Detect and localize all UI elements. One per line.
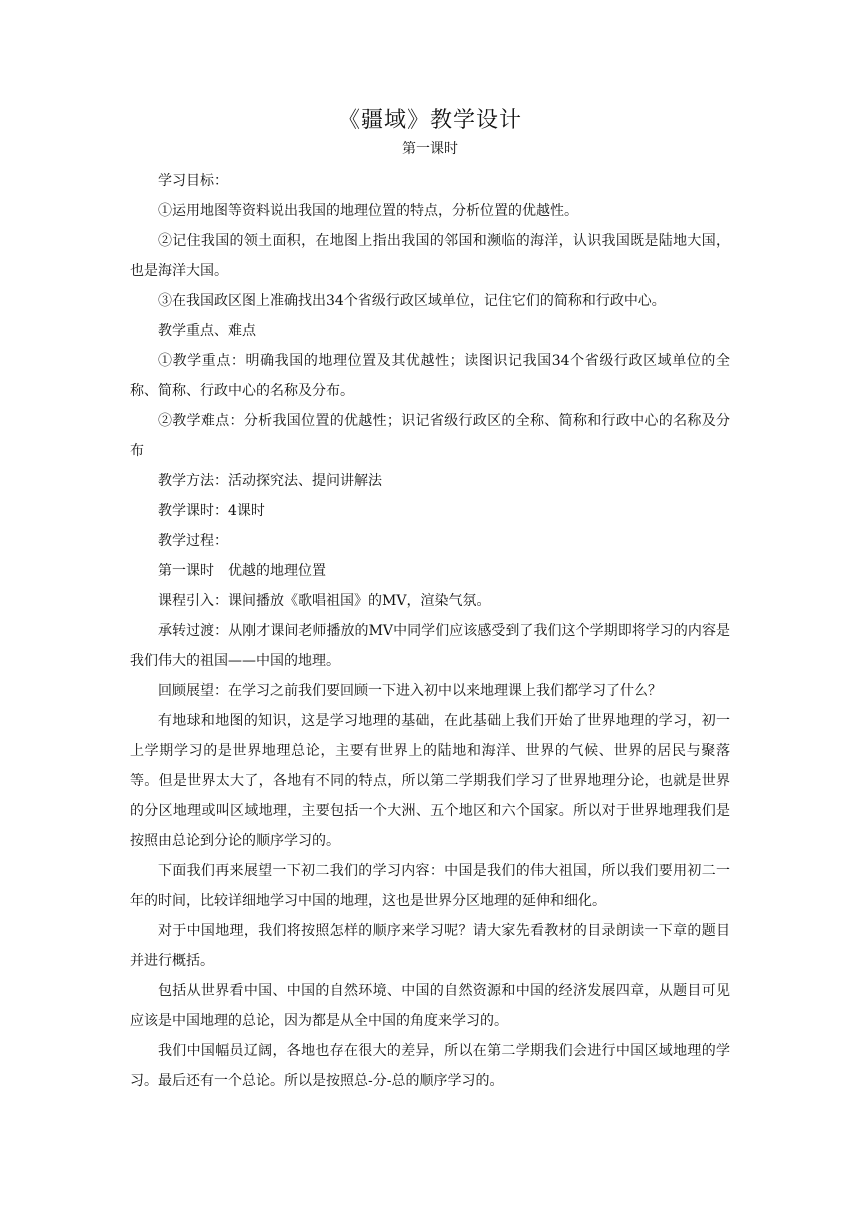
paragraph-goal-1: ①运用地图等资料说出我国的地理位置的特点，分析位置的优越性。	[158, 203, 578, 219]
paragraph-goal-2: ②记住我国的领土面积，在地图上指出我国的邻国和濒临的海洋，认识我国既是陆地大国，也是海洋大国。	[130, 233, 730, 279]
document-subtitle: 第一课时	[402, 141, 458, 157]
paragraph-difficult-point: ②教学难点：分析我国位置的优越性；识记省级行政区的全称、简称和行政中心的名称及分布	[130, 413, 730, 459]
paragraph-review: 回顾展望：在学习之前我们要回顾一下进入初中以来地理课上我们都学习了什么？	[158, 683, 662, 699]
paragraph-class-hours: 教学课时：4课时	[158, 503, 265, 519]
paragraph-teaching-method: 教学方法：活动探究法、提问讲解法	[158, 473, 382, 489]
paragraph-review-content: 有地球和地图的知识，这是学习地理的基础，在此基础上我们开始了世界地理的学习，初一上学期学习的是世界地理总论，主要有世界上的陆地和海洋、世界的气候、世界的居民与聚落等。但是世界太大了，各地有不同的特点，所以第二学期我们学习了世界地理分论，也就是世界的分区地理或叫区域地理，主要包括一个大洲、五个地区和六个国家。所以对于世界地理我们是按照由总论到分论的顺序学习的。	[130, 713, 730, 849]
paragraph-regional-study: 我们中国幅员辽阔，各地也存在很大的差异，所以在第二学期我们会进行中国区域地理的学习。最后还有一个总论。所以是按照总-分-总的顺序学习的。	[130, 1043, 730, 1089]
paragraph-chapters: 包括从世界看中国、中国的自然环境、中国的自然资源和中国的经济发展四章，从题目可见应该是中国地理的总论，因为都是从全中国的角度来学习的。	[130, 983, 730, 1029]
paragraph-outlook: 下面我们再来展望一下初二我们的学习内容：中国是我们的伟大祖国，所以我们要用初二一年的时间，比较详细地学习中国的地理，这也是世界分区地理的延伸和细化。	[130, 863, 730, 909]
paragraph-introduction: 课程引入：课间播放《歌唱祖国》的MV，渲染气氛。	[158, 593, 491, 609]
document-title: 《疆域》教学设计	[337, 108, 522, 133]
paragraph-key-points-heading: 教学重点、难点	[158, 323, 256, 339]
document-page	[130, 104, 730, 1096]
paragraph-learning-goals-heading: 学习目标：	[158, 173, 228, 189]
paragraph-process-heading: 教学过程：	[158, 533, 228, 549]
paragraph-key-point: ①教学重点：明确我国的地理位置及其优越性；读图识记我国34个省级行政区域单位的全称、简称、行政中心的名称及分布。	[130, 353, 730, 399]
paragraph-goal-3: ③在我国政区图上准确找出34个省级行政区域单位，记住它们的简称和行政中心。	[158, 293, 666, 309]
paragraph-transition: 承转过渡：从刚才课间老师播放的MV中同学们应该感受到了我们这个学期即将学习的内容是我们伟大的祖国——中国的地理。	[130, 623, 730, 669]
paragraph-order-question: 对于中国地理，我们将按照怎样的顺序来学习呢？请大家先看教材的目录朗读一下章的题目并进行概括。	[130, 923, 730, 969]
paragraph-lesson-one: 第一课时 优越的地理位置	[158, 563, 326, 579]
